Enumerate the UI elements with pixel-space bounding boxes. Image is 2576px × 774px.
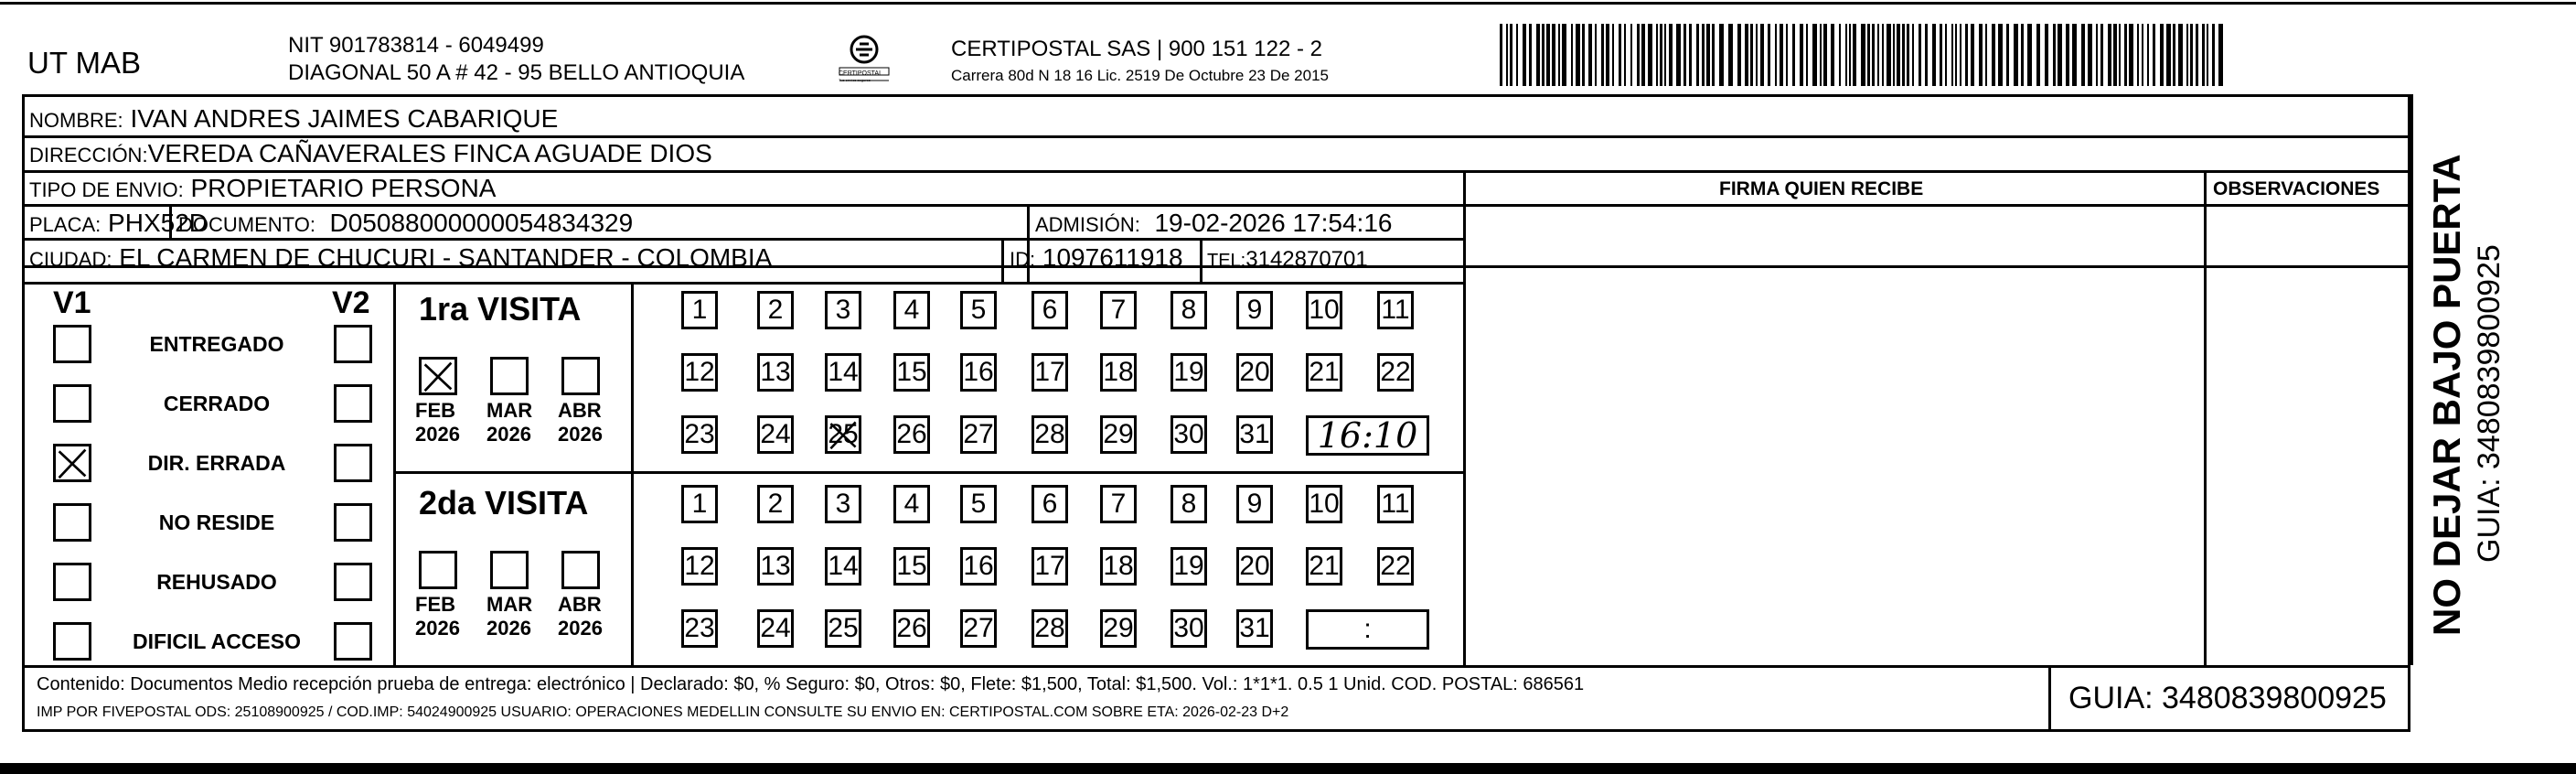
- second-visit-day[interactable]: 20: [1236, 547, 1273, 586]
- tipo-value: PROPIETARIO PERSONA: [190, 174, 497, 202]
- v1-checkbox-6[interactable]: [53, 622, 91, 661]
- footer-imp: IMP POR FIVEPOSTAL ODS: 25108900925 / COD.IMP: 54024900925 USUARIO: OPERACIONES MEDELLIN CONSULTE SU ENVIO EN: CERTIPOSTAL.COM SOBRE ETA: 2026-02-23 D+2: [37, 704, 1289, 720]
- second-visit-day[interactable]: 28: [1031, 609, 1068, 648]
- first-visit-day[interactable]: 23: [681, 415, 718, 454]
- footer-guia: GUIA: 3480839800925: [2068, 681, 2387, 715]
- ciudad-label: CIUDAD:: [29, 248, 112, 271]
- footer-content: Contenido: Documentos Medio recepción prueba de entrega: electrónico | Declarado: $0, % Seguro: $0, Otros: $0, Flete: $1,500, Total: $1,500. Vol.: 1*1*1. 0.5 1 Unid. COD. POSTAL: 686561: [37, 674, 1585, 694]
- status-label: ENTREGADO: [149, 332, 284, 356]
- v2-checkbox-5[interactable]: [334, 563, 372, 601]
- second-visit-day[interactable]: 30: [1170, 609, 1207, 648]
- admision-value: 19-02-2026 17:54:16: [1154, 209, 1393, 237]
- second-visit-day[interactable]: 27: [960, 609, 997, 648]
- first-visit-day[interactable]: 13: [757, 353, 794, 392]
- year-label: 2026: [486, 423, 531, 446]
- second-visit-time[interactable]: :: [1306, 609, 1429, 650]
- status-label: DIR. ERRADA: [147, 451, 286, 475]
- status-label: CERRADO: [163, 392, 271, 415]
- first-visit-title: 1ra VISITA: [419, 290, 582, 328]
- first-visit-day[interactable]: 16: [960, 353, 997, 392]
- second-visit-day[interactable]: 3: [825, 485, 861, 523]
- month-label: ABR: [558, 593, 602, 616]
- company-name: UT MAB: [27, 46, 142, 80]
- year-label: 2026: [558, 423, 603, 446]
- second-visit-day[interactable]: 1: [681, 485, 718, 523]
- second-visit-title: 2da VISITA: [419, 484, 589, 521]
- month-label: MAR: [486, 593, 533, 616]
- first-visit-day[interactable]: 20: [1236, 353, 1273, 392]
- documento-label: DOCUMENTO:: [178, 213, 315, 236]
- first-visit-day[interactable]: 10: [1306, 291, 1342, 329]
- first-visit-day[interactable]: 19: [1170, 353, 1207, 392]
- tipo-label: TIPO DE ENVIO:: [29, 178, 184, 201]
- second-visit-day[interactable]: 2: [757, 485, 794, 523]
- second-visit-day[interactable]: 31: [1236, 609, 1273, 648]
- first-visit-month-feb[interactable]: [419, 357, 457, 395]
- second-visit-day[interactable]: 11: [1377, 485, 1414, 523]
- v1-checkbox-1[interactable]: [53, 325, 91, 363]
- first-visit-day[interactable]: 5: [960, 291, 997, 329]
- second-visit-day[interactable]: 25: [825, 609, 861, 648]
- second-visit-day[interactable]: 17: [1031, 547, 1068, 586]
- month-label: FEB: [415, 399, 455, 422]
- top-border: [0, 2, 2576, 5]
- first-visit-day[interactable]: 18: [1100, 353, 1137, 392]
- first-visit-day[interactable]: 2: [757, 291, 794, 329]
- v1-checkbox-2[interactable]: [53, 384, 91, 423]
- first-visit-day[interactable]: 4: [893, 291, 930, 329]
- first-visit-time[interactable]: 16:10: [1306, 415, 1429, 456]
- carrier-name: CERTIPOSTAL SAS | 900 151 122 - 2: [951, 37, 1322, 61]
- first-visit-day[interactable]: 17: [1031, 353, 1068, 392]
- v2-header: V2: [332, 285, 370, 320]
- second-visit-day[interactable]: 19: [1170, 547, 1207, 586]
- logo-tagline: Tus envíos seguros: [839, 78, 871, 82]
- first-visit-day[interactable]: 3: [825, 291, 861, 329]
- year-label: 2026: [415, 617, 460, 640]
- admision-label: ADMISIÓN:: [1035, 213, 1140, 236]
- v2-checkbox-1[interactable]: [334, 325, 372, 363]
- placa-value: PHX52D: [108, 209, 208, 237]
- first-visit-day[interactable]: 27: [960, 415, 997, 454]
- company-address: DIAGONAL 50 A # 42 - 95 BELLO ANTIOQUIA: [288, 60, 745, 85]
- v2-checkbox-2[interactable]: [334, 384, 372, 423]
- logo-text: CERTIPOSTAL: [839, 70, 882, 77]
- first-visit-day[interactable]: 28: [1031, 415, 1068, 454]
- v1-checkbox-3[interactable]: [53, 444, 91, 482]
- second-visit-day[interactable]: 6: [1031, 485, 1068, 523]
- bottom-border: [0, 763, 2576, 774]
- second-visit-day[interactable]: 21: [1306, 547, 1342, 586]
- second-visit-day[interactable]: 29: [1100, 609, 1137, 648]
- direccion-value: VEREDA CAÑAVERALES FINCA AGUADE DIOS: [147, 139, 712, 167]
- second-visit-day[interactable]: 5: [960, 485, 997, 523]
- first-visit-month-abr[interactable]: [561, 357, 600, 395]
- month-label: ABR: [558, 399, 602, 422]
- first-visit-day[interactable]: 31: [1236, 415, 1273, 454]
- year-label: 2026: [486, 617, 531, 640]
- second-visit-day[interactable]: 15: [893, 547, 930, 586]
- v1-header: V1: [53, 285, 91, 320]
- v2-checkbox-3[interactable]: [334, 444, 372, 482]
- second-visit-day[interactable]: 8: [1170, 485, 1207, 523]
- second-visit-day[interactable]: 4: [893, 485, 930, 523]
- first-visit-day[interactable]: 1: [681, 291, 718, 329]
- placa-label: PLACA:: [29, 213, 102, 236]
- second-visit-day[interactable]: 22: [1377, 547, 1414, 586]
- carrier-license: Carrera 80d N 18 16 Lic. 2519 De Octubre 23 De 2015: [951, 67, 1329, 84]
- first-visit-day[interactable]: 12: [681, 353, 718, 392]
- second-visit-day[interactable]: 10: [1306, 485, 1342, 523]
- first-visit-day[interactable]: 7: [1100, 291, 1137, 329]
- second-visit-month-abr[interactable]: [561, 551, 600, 589]
- status-label: REHUSADO: [156, 570, 277, 594]
- second-visit-day[interactable]: 13: [757, 547, 794, 586]
- observaciones-header: OBSERVACIONES: [2213, 178, 2380, 199]
- side-guia: GUIA: 3480839800925: [2472, 244, 2507, 563]
- ciudad-value: EL CARMEN DE CHUCURI - SANTANDER - COLOMBIA: [119, 243, 773, 272]
- second-visit-day[interactable]: 9: [1236, 485, 1273, 523]
- first-visit-day[interactable]: 25: [825, 415, 861, 454]
- second-visit-day[interactable]: 18: [1100, 547, 1137, 586]
- documento-value: D05088000000054834329: [329, 209, 634, 237]
- second-visit-month-mar[interactable]: [490, 551, 529, 589]
- first-visit-day[interactable]: 26: [893, 415, 930, 454]
- second-visit-month-feb[interactable]: [419, 551, 457, 589]
- side-warning: NO DEJAR BAJO PUERTA: [2425, 154, 2468, 636]
- id-value: 1097611918: [1042, 243, 1183, 272]
- tel-label: TEL:: [1207, 251, 1246, 271]
- nombre-label: NOMBRE:: [29, 109, 123, 132]
- second-visit-day[interactable]: 14: [825, 547, 861, 586]
- first-visit-day[interactable]: 14: [825, 353, 861, 392]
- year-label: 2026: [415, 423, 460, 446]
- first-visit-day[interactable]: 8: [1170, 291, 1207, 329]
- second-visit-day[interactable]: 16: [960, 547, 997, 586]
- barcode: [1500, 24, 2231, 88]
- firma-header: FIRMA QUIEN RECIBE: [1719, 178, 1924, 199]
- v2-checkbox-4[interactable]: [334, 503, 372, 542]
- year-label: 2026: [558, 617, 603, 640]
- second-visit-day[interactable]: 26: [893, 609, 930, 648]
- first-visit-day[interactable]: 11: [1377, 291, 1414, 329]
- status-label: DIFICIL ACCESO: [132, 629, 301, 653]
- tel-value: 3142870701: [1245, 247, 1368, 272]
- v2-checkbox-6[interactable]: [334, 622, 372, 661]
- direccion-label: DIRECCIÓN:: [29, 144, 148, 167]
- first-visit-month-mar[interactable]: [490, 357, 529, 395]
- month-label: FEB: [415, 593, 455, 616]
- month-label: MAR: [486, 399, 533, 422]
- first-visit-day[interactable]: 24: [757, 415, 794, 454]
- first-visit-day[interactable]: 21: [1306, 353, 1342, 392]
- second-visit-day[interactable]: 23: [681, 609, 718, 648]
- v1-checkbox-5[interactable]: [53, 563, 91, 601]
- company-nit: NIT 901783814 - 6049499: [288, 33, 544, 58]
- second-visit-day[interactable]: 24: [757, 609, 794, 648]
- second-visit-day[interactable]: 12: [681, 547, 718, 586]
- nombre-value: IVAN ANDRES JAIMES CABARIQUE: [130, 104, 559, 133]
- id-label: ID:: [1010, 248, 1036, 271]
- first-visit-day[interactable]: 30: [1170, 415, 1207, 454]
- first-visit-day[interactable]: 29: [1100, 415, 1137, 454]
- status-label: NO RESIDE: [158, 511, 275, 534]
- second-visit-day[interactable]: 7: [1100, 485, 1137, 523]
- first-visit-day[interactable]: 15: [893, 353, 930, 392]
- v1-checkbox-4[interactable]: [53, 503, 91, 542]
- first-visit-day[interactable]: 22: [1377, 353, 1414, 392]
- first-visit-day[interactable]: 9: [1236, 291, 1273, 329]
- first-visit-day[interactable]: 6: [1031, 291, 1068, 329]
